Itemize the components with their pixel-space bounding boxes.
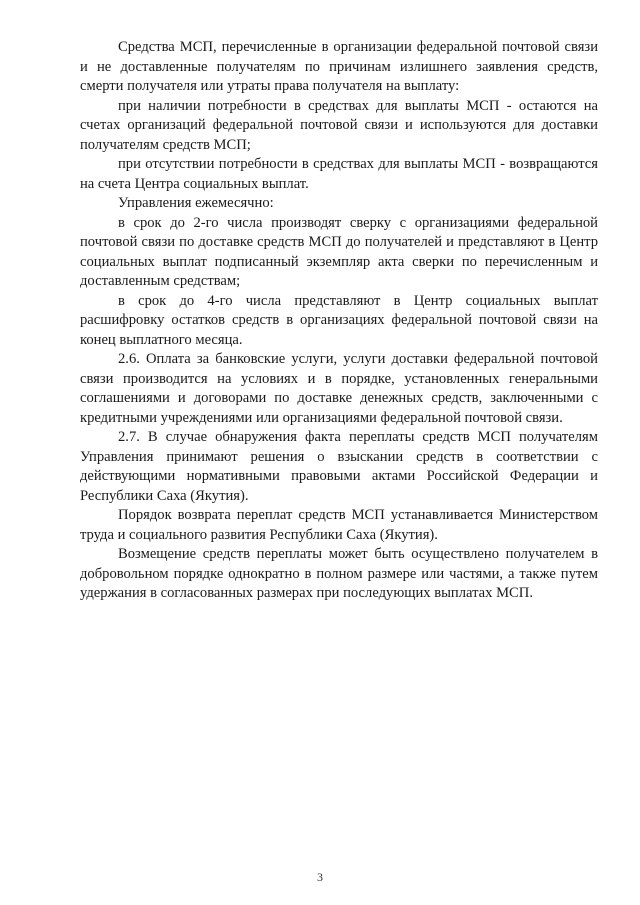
paragraph-overpayment-refund: Возмещение средств переплаты может быть осуществлено получателем в добровольном порядке однократно в полном размере или частями, а также путем удержания в согласованных размерах при последующих выплатах МСП. [80,546,598,601]
paragraph-section-2-6: 2.6. Оплата за банковские услуги, услуги доставки федеральной почтовой связи производится на условиях и в порядке, установленных генеральными соглашениями и договорами по доставке денежных средств, заключенными с кредитными учреждениями или организациями федеральной почтовой связи. [80,351,598,426]
paragraph-balance-report: в срок до 4-го числа представляют в Центр социальных выплат расшифровку остатков средств в организациях федеральной почтовой связи на конец выплатного месяца. [80,292,598,348]
paragraph-monthly-duties: Управления ежемесячно: [118,195,274,211]
paragraph-funds-not-needed: при отсутствии потребности в средствах для выплаты МСП - возвращаются на счета Центра социальных выплат. [80,156,598,192]
paragraph-funds-needed: при наличии потребности в средствах для выплаты МСП - остаются на счетах организаций федеральной почтовой связи и используются для доставки получателям средств МСП; [80,97,598,153]
paragraph-return-procedure: Порядок возврата переплат средств МСП устанавливается Министерством труда и социального развития Республики Саха (Якутия). [80,507,598,543]
page-number: 3 [317,870,323,884]
paragraph-unspent-funds: Средства МСП, перечисленные в организации федеральной почтовой связи и не доставленные получателям по причинам излишнего заявления средств, смерти получателя или утраты права получателя на выплату: [80,39,598,94]
document-body [80,38,598,604]
paragraph-reconciliation: в срок до 2-го числа производят сверку с организациями федеральной почтовой связи по доставке средств МСП до получателей и представляют в Центр социальных выплат подписанный экземпляр акта сверки по перечисленным и доставленным средствам; [80,214,598,289]
paragraph-section-2-7: 2.7. В случае обнаружения факта переплаты средств МСП получателям Управления принимают решения о взыскании средств в соответствии с действующими нормативными правовыми актами Российской Федерации и Республики Саха (Якутия). [80,429,598,504]
